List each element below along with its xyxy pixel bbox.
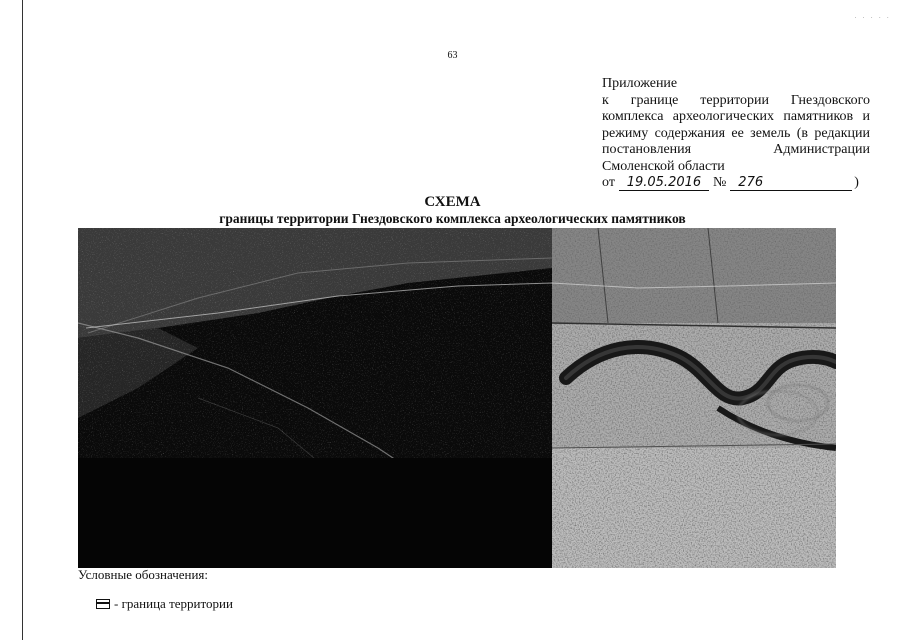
scheme-title: СХЕМА	[424, 194, 481, 210]
legend-item-territory-boundary	[96, 596, 233, 612]
from-label: от	[602, 175, 615, 190]
legend-title: Условные обозначения:	[78, 567, 209, 582]
handwritten-number: 276	[730, 176, 852, 191]
legend-item-label: - граница территории	[114, 596, 233, 611]
handwritten-date: 19.05.2016	[619, 176, 709, 191]
appendix-line-right: Администрации	[773, 142, 870, 157]
appendix-block	[602, 76, 870, 192]
scan-corner-mark: · · · · ·	[854, 14, 891, 22]
appendix-line: Смоленской области	[602, 158, 725, 174]
page-number: 63	[447, 50, 458, 61]
page-left-border	[22, 0, 23, 640]
map-light-region	[552, 228, 836, 568]
closing-paren: )	[854, 175, 859, 190]
appendix-line: к границе территории Гнездовского	[602, 92, 870, 108]
boundary-symbol-icon	[96, 599, 110, 609]
appendix-heading: Приложение	[602, 76, 678, 91]
scheme-subtitle: границы территории Гнездовского комплекса археологических памятников	[219, 211, 686, 226]
number-sign: №	[712, 175, 727, 190]
satellite-map-image	[78, 228, 836, 568]
appendix-line-left: постановления	[602, 142, 692, 157]
appendix-line	[602, 142, 870, 159]
decree-reference	[602, 175, 870, 192]
map-graphic	[78, 228, 836, 568]
appendix-line: комплекса археологических памятников и	[602, 109, 870, 124]
appendix-line: режиму содержания ее земель (в редакции	[602, 125, 870, 141]
map-dark-region	[78, 228, 552, 568]
